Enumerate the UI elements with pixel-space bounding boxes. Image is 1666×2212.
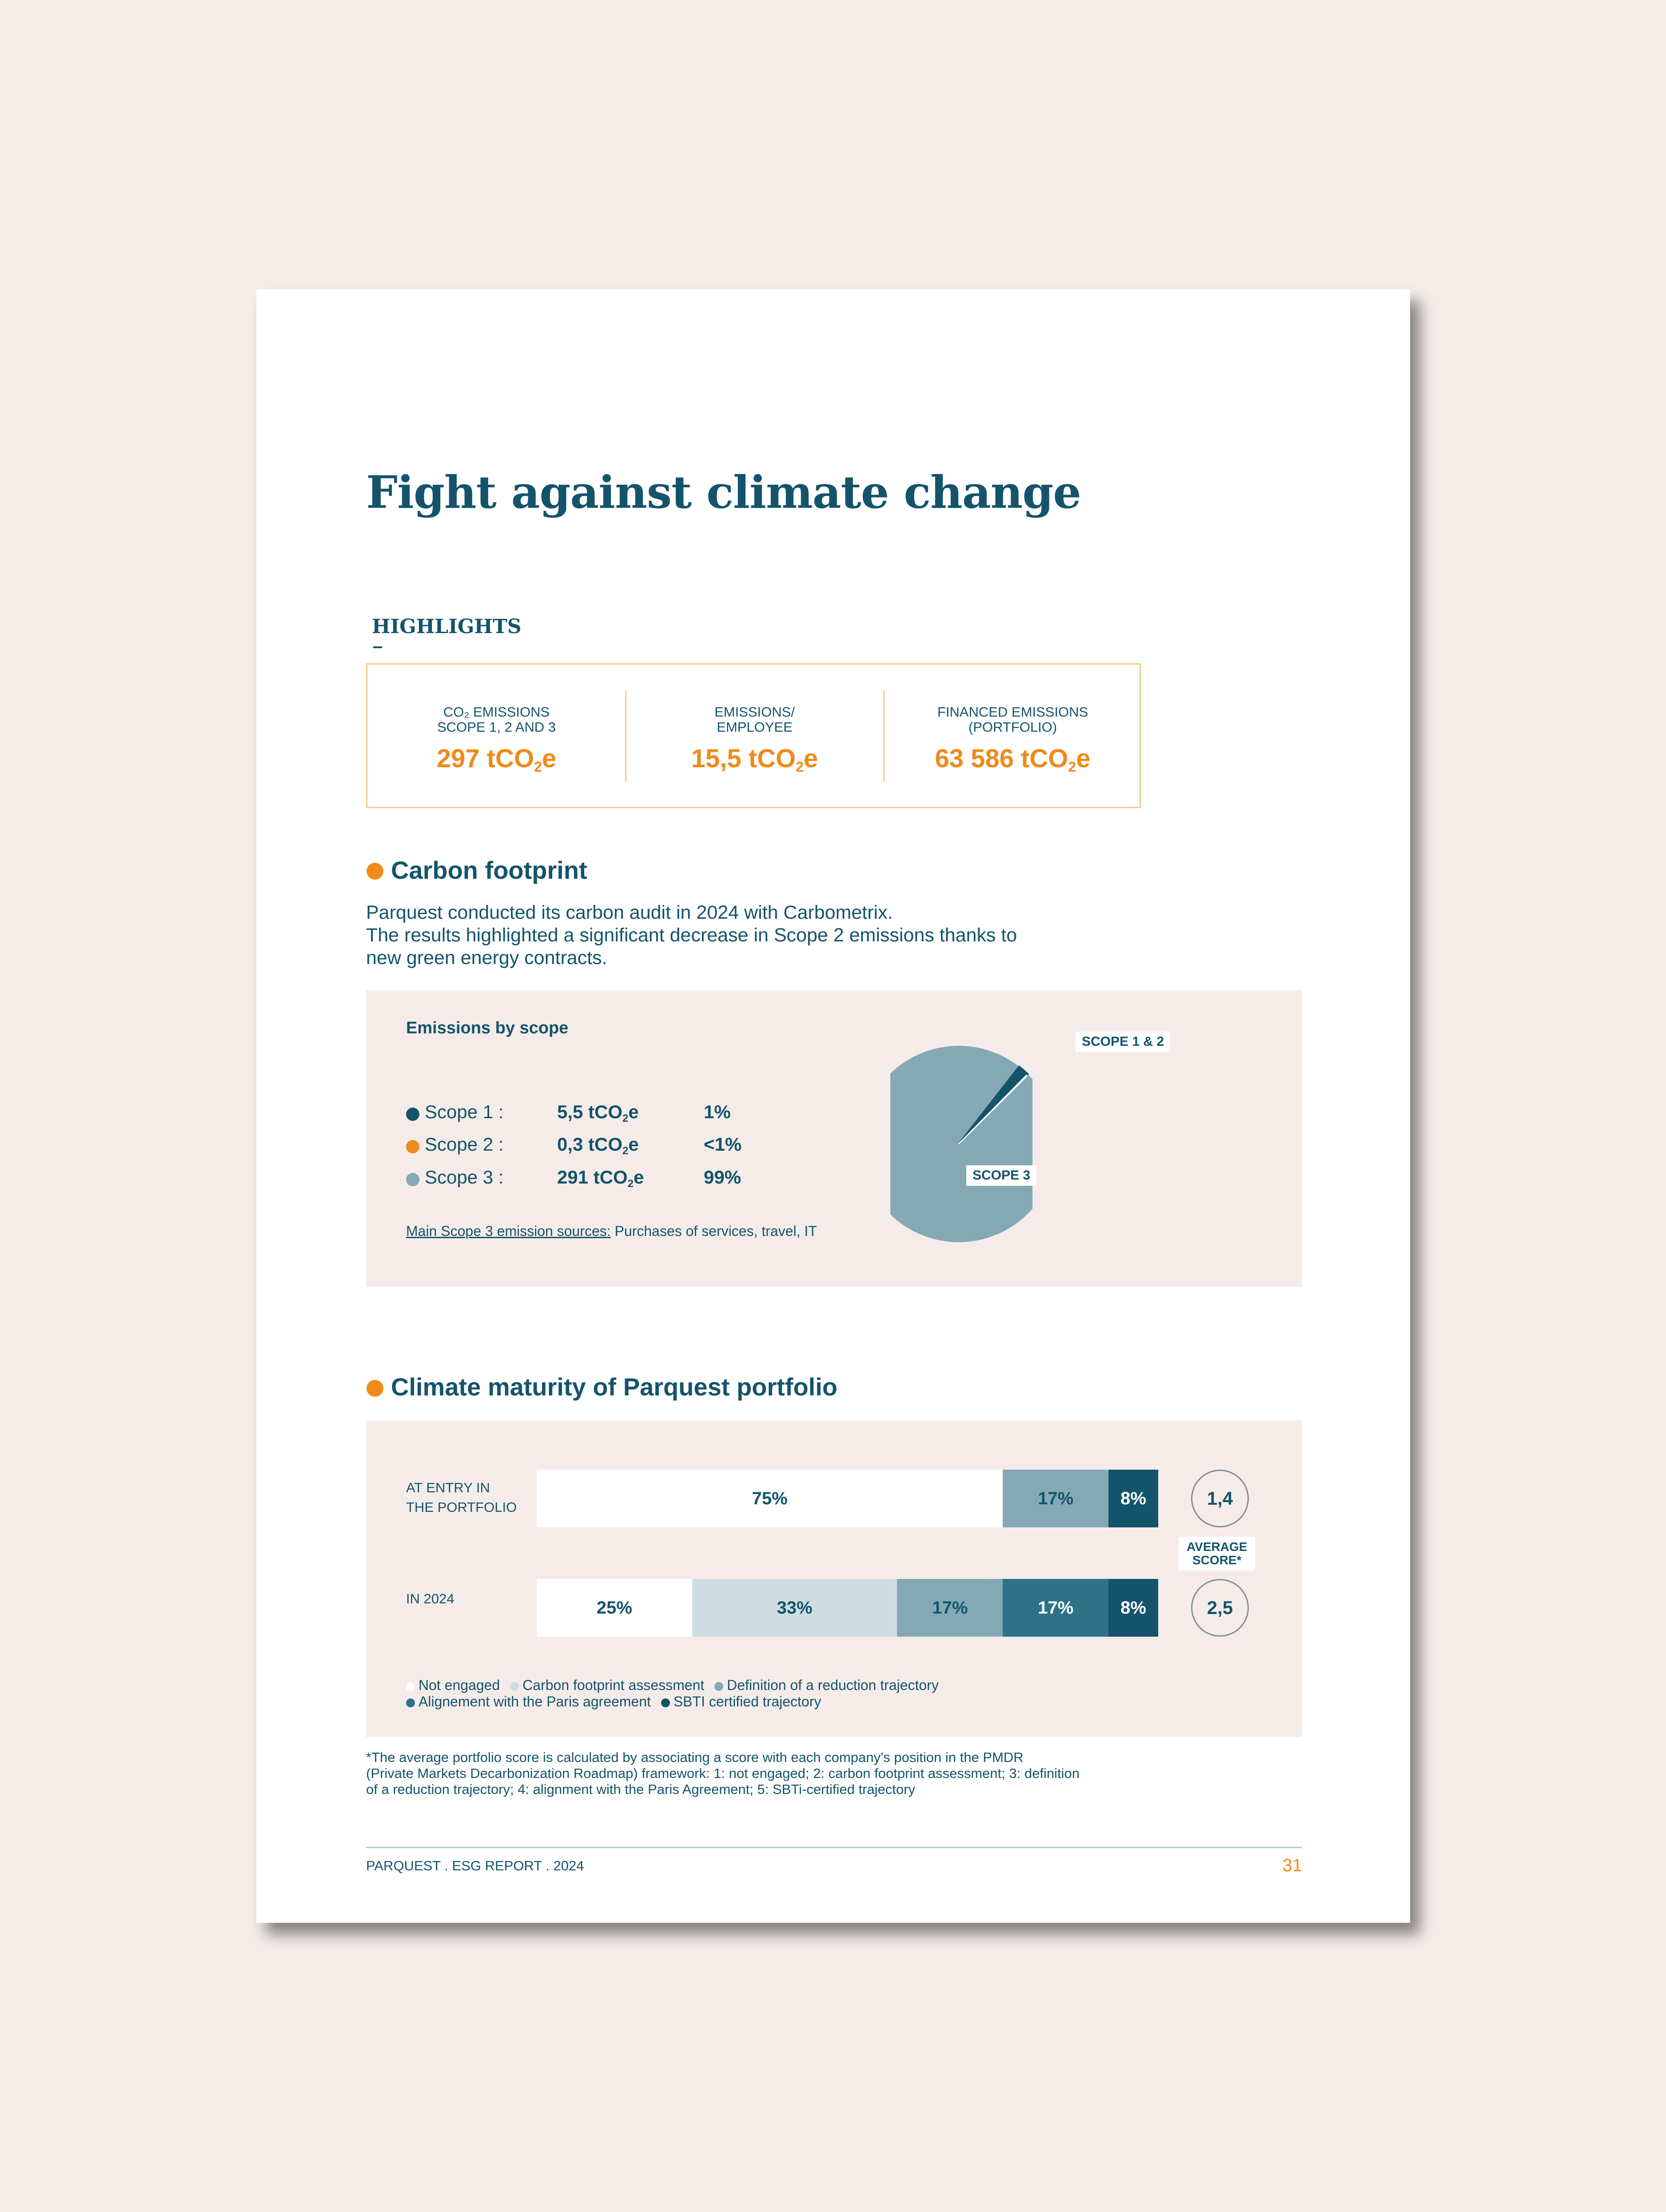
scope-percent: <1% bbox=[704, 1134, 742, 1155]
scope-name: Scope 3 : bbox=[425, 1167, 504, 1188]
score-entry: 1,4 bbox=[1191, 1470, 1249, 1527]
scope-value: 291 tCO$_2$e bbox=[557, 1167, 644, 1190]
highlight-value: 15,5 tCO$_2$e bbox=[691, 744, 818, 775]
footer-divider bbox=[366, 1847, 1302, 1848]
highlight-value: 63 586 tCO$_2$e bbox=[935, 744, 1091, 775]
highlights-box bbox=[366, 663, 1141, 808]
legend-dot-icon bbox=[406, 1108, 419, 1121]
footer-text: PARQUEST . ESG REPORT . 2024 bbox=[366, 1858, 584, 1873]
highlights-heading: HIGHLIGHTS bbox=[372, 615, 522, 638]
legend-dot-icon bbox=[661, 1698, 670, 1707]
pie-label-scope3: SCOPE 3 bbox=[966, 1165, 1036, 1186]
emissions-pie-chart bbox=[890, 1030, 1032, 1244]
bar-segment: 8% bbox=[1108, 1579, 1158, 1637]
highlight-financed-emissions bbox=[884, 665, 1142, 807]
bar-segment: 33% bbox=[692, 1579, 897, 1637]
bar-label-2024: IN 2024 bbox=[406, 1591, 454, 1606]
legend-dot-icon bbox=[406, 1140, 419, 1153]
legend-item: SBTI certified trajectory bbox=[661, 1694, 821, 1710]
legend-dot-icon bbox=[406, 1682, 415, 1691]
scope-value: 5,5 tCO$_2$e bbox=[557, 1101, 639, 1124]
bar-label-entry: AT ENTRY IN THE PORTFOLIO bbox=[406, 1480, 517, 1515]
emissions-title: Emissions by scope bbox=[406, 1019, 569, 1037]
highlight-co2-emissions bbox=[367, 665, 626, 807]
section-title-maturity: Climate maturity of Parquest portfolio bbox=[391, 1373, 837, 1401]
highlight-label: (PORTFOLIO) bbox=[968, 719, 1057, 735]
highlight-value: 297 tCO$_2$e bbox=[436, 744, 557, 775]
legend-dot-icon bbox=[510, 1682, 519, 1691]
section-bullet-icon bbox=[367, 863, 383, 880]
maturity-panel bbox=[366, 1420, 1302, 1737]
scope3-sources: Main Scope 3 emission sources: Purchases of services, travel, IT bbox=[406, 1223, 817, 1239]
stacked-bar-2024 bbox=[537, 1579, 1158, 1637]
score-2024: 2,5 bbox=[1191, 1579, 1249, 1637]
maturity-legend bbox=[406, 1677, 945, 1710]
emissions-panel bbox=[366, 990, 1302, 1287]
report-page bbox=[256, 289, 1410, 1923]
highlight-emissions-per-employee bbox=[626, 665, 884, 807]
bar-segment: 17% bbox=[897, 1579, 1003, 1637]
legend-dot-icon bbox=[406, 1173, 419, 1186]
highlight-label: EMPLOYEE bbox=[717, 719, 793, 735]
legend-item: Carbon footprint assessment bbox=[510, 1677, 704, 1693]
section-bullet-icon bbox=[367, 1380, 383, 1397]
scope-name: Scope 1 : bbox=[425, 1101, 504, 1122]
legend-dot-icon bbox=[406, 1698, 415, 1707]
highlight-label: SCOPE 1, 2 AND 3 bbox=[437, 719, 556, 735]
legend-item: Definition of a reduction trajectory bbox=[714, 1677, 939, 1693]
stacked-bar-entry bbox=[537, 1470, 1158, 1527]
scope-percent: 1% bbox=[704, 1101, 731, 1122]
legend-item: Not engaged bbox=[406, 1677, 500, 1693]
legend-dot-icon bbox=[714, 1682, 723, 1691]
highlight-label: EMISSIONS/ bbox=[714, 704, 795, 720]
scope-value: 0,3 tCO$_2$e bbox=[557, 1134, 639, 1157]
footnote: *The average portfolio score is calculated by associating a score with each company’s position in the PMDR (Private Markets Decarbonization Roadmap) framework: 1: not engaged; 2: carbon footprint assessment; 3: definition of a reduction trajectory; 4: alignment with the Paris Agreement; 5: SBTi-certified trajectory bbox=[366, 1750, 1080, 1797]
highlight-label: CO₂ EMISSIONS bbox=[443, 704, 550, 720]
bar-segment: 25% bbox=[537, 1579, 692, 1637]
scope-name: Scope 2 : bbox=[425, 1134, 504, 1155]
bar-segment: 17% bbox=[1003, 1470, 1108, 1527]
average-score-label: AVERAGE SCORE* bbox=[1179, 1537, 1255, 1570]
legend-item: Alignement with the Paris agreement bbox=[406, 1694, 651, 1710]
highlight-label: FINANCED EMISSIONS bbox=[937, 704, 1088, 720]
page-number: 31 bbox=[1282, 1856, 1302, 1875]
heading-underline bbox=[373, 646, 382, 648]
scope-percent: 99% bbox=[704, 1167, 741, 1188]
section-title-carbon: Carbon footprint bbox=[391, 856, 587, 884]
page-title: Fight against climate change bbox=[366, 466, 1081, 518]
intro-paragraph: Parquest conducted its carbon audit in 2024 with Carbometrix. The results highlighted a significant decrease in Scope 2 emissions thanks to new green energy contracts. bbox=[366, 902, 1017, 968]
bar-segment: 75% bbox=[537, 1470, 1003, 1527]
bar-segment: 17% bbox=[1003, 1579, 1108, 1637]
bar-segment: 8% bbox=[1108, 1470, 1158, 1527]
pie-label-scope12: SCOPE 1 & 2 bbox=[1076, 1032, 1170, 1052]
pie-slice-scope-3 bbox=[890, 1046, 1032, 1242]
